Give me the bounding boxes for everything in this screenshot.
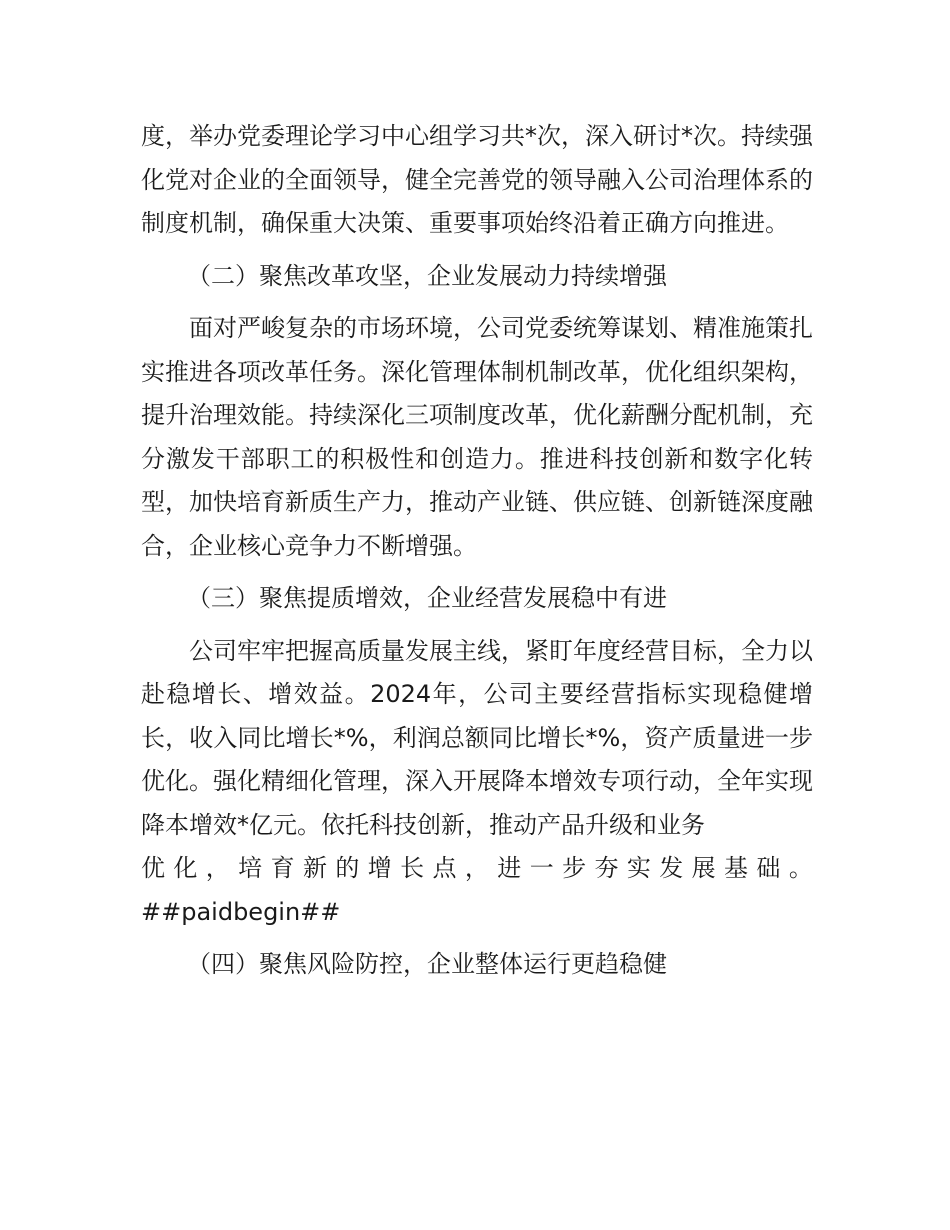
- paragraph-efficiency: 公司牢牢把握高质量发展主线，紧盯年度经营目标，全力以赴稳增长、增效益。2024年，公司主要经营指标实现稳健增长，收入同比增长*%，利润总额同比增长*%，资产质量进一步优化。强化精细化管理，深入开展降本增效专项行动，全年实现降本增效*亿元。依托科技创新，推动产品升级和业务: [141, 636, 813, 839]
- char: 一: [529, 854, 554, 882]
- char: 发: [659, 854, 684, 882]
- document-body: [141, 115, 813, 996]
- char: 培: [238, 854, 263, 882]
- paragraph-efficiency-tail: ##paidbegin##: [141, 897, 341, 926]
- char: 展: [691, 854, 716, 882]
- char: ，: [205, 854, 230, 882]
- char: 点: [432, 854, 457, 882]
- char: 新: [302, 854, 327, 882]
- char: 长: [400, 854, 425, 882]
- section-heading-risk: （四）聚焦风险防控，企业整体运行更趋稳健: [187, 950, 667, 978]
- char: 础: [756, 854, 781, 882]
- char: 优: [141, 854, 165, 882]
- char: 增: [367, 854, 392, 882]
- char: 育: [270, 854, 295, 882]
- char: 。: [788, 854, 813, 882]
- section-heading-efficiency: （三）聚焦提质增效，企业经营发展稳中有进: [187, 584, 667, 612]
- char: 基: [724, 854, 749, 882]
- paragraph-efficiency-block: [141, 630, 813, 935]
- paragraph-party-leadership: 度，举办党委理论学习中心组学习共*次，深入研讨*次。持续强化党对企业的全面领导，健全完善党的领导融入公司治理体系的制度机制，确保重大决策、重要事项始终沿着正确方向推进。: [141, 122, 813, 237]
- section-heading-reform: （二）聚焦改革攻坚，企业发展动力持续增强: [187, 261, 667, 290]
- paragraph-efficiency-stretched-line: [141, 847, 813, 891]
- char: ，: [464, 854, 489, 882]
- char: 的: [335, 854, 360, 882]
- char: 实: [626, 854, 651, 882]
- char: 步: [562, 854, 587, 882]
- char: 夯: [594, 854, 619, 882]
- char: 化: [173, 854, 198, 882]
- paragraph-reform: 面对严峻复杂的市场环境，公司党委统筹谋划、精准施策扎实推进各项改革任务。深化管理体制机制改革，优化组织架构，提升治理效能。持续深化三项制度改革，优化薪酬分配机制，充分激发干部职工的积极性和创造力。推进科技创新和数字化转型，加快培育新质生产力，推动产业链、供应链、创新链深度融合，企业核心竞争力不断增强。: [141, 314, 813, 560]
- char: 进: [497, 854, 522, 882]
